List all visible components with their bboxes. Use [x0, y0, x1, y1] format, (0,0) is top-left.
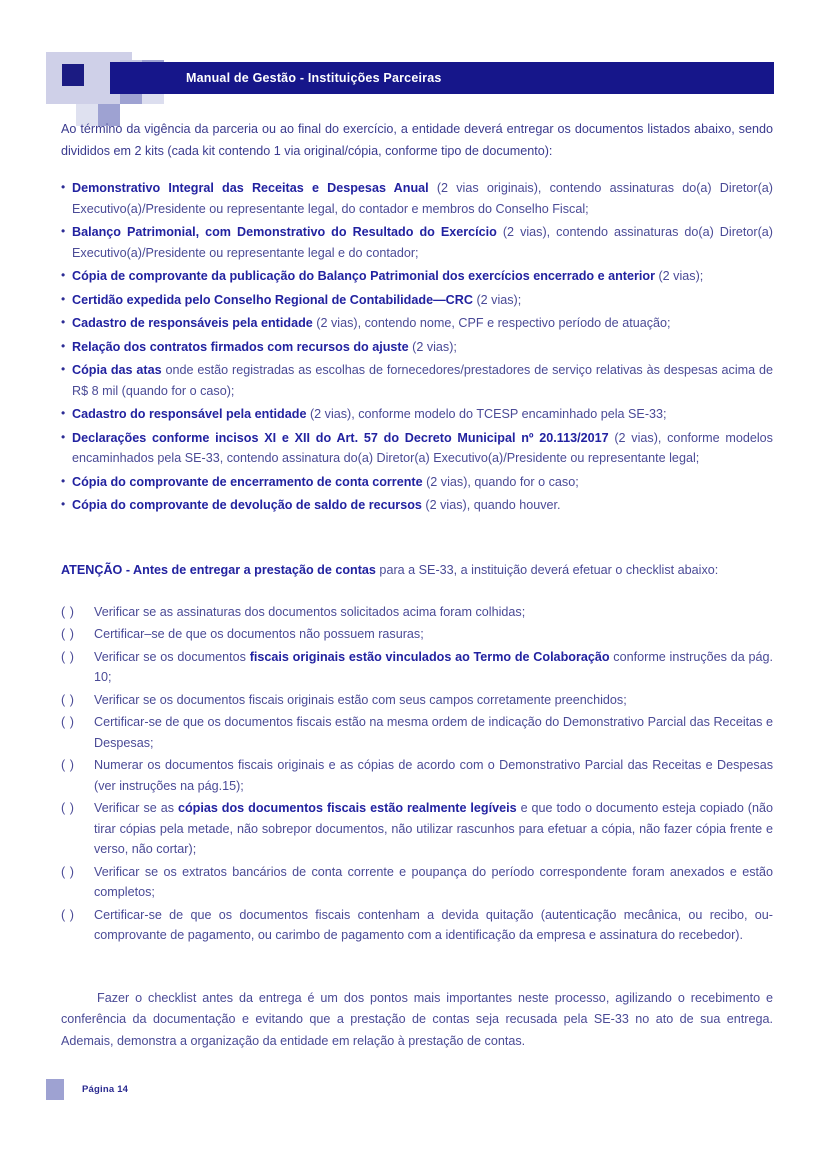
list-item: [61, 313, 773, 334]
list-item: [61, 360, 773, 401]
doc-title: Cadastro de responsáveis pela entidade: [72, 316, 313, 330]
list-item: [61, 266, 773, 287]
doc-detail: onde estão registradas as escolhas de fornecedores/prestadores de serviço relativas às despesas acima de R$ 8 mil (quando for o caso);: [72, 363, 773, 398]
checklist-text-pre: Verificar se as assinaturas dos documentos solicitados acima foram colhidas;: [94, 604, 526, 619]
header-title-text: Manual de Gestão - Instituições Parceiras: [186, 71, 442, 85]
list-item: [61, 472, 773, 493]
checklist-text-pre: Certificar-se de que os documentos fiscais estão na mesma ordem de indicação do Demonstrativo Parcial das Receitas e Despesas;: [94, 715, 773, 750]
doc-detail: (2 vias), contendo assinaturas do(a) Diretor(a) Executivo(a)/Presidente ou representante legal e do contador;: [72, 225, 773, 260]
doc-detail: (2 vias);: [654, 269, 704, 283]
doc-title: Relação dos contratos firmados com recursos do ajuste: [72, 339, 409, 354]
list-item: [61, 337, 773, 358]
checklist-text-bold: fiscais originais estão vinculados ao Termo de Colaboração: [249, 649, 610, 664]
list-item[interactable]: [61, 624, 773, 645]
checklist-text-pre: Verificar se os documentos fiscais originais estão com seus campos corretamente preenchidos;: [94, 692, 627, 707]
doc-title: Cópia de comprovante da publicação do Balanço Patrimonial dos exercícios encerrado e anterior: [72, 269, 655, 283]
checklist: [61, 602, 773, 946]
doc-title: Cópia do comprovante de devolução de saldo de recursos: [72, 498, 422, 512]
doc-detail: (2 vias);: [408, 339, 457, 354]
checklist-text-pre: Certificar–se de que os documentos não possuem rasuras;: [94, 627, 424, 641]
page-header: [46, 52, 774, 104]
header-title-bar: [110, 62, 774, 94]
checklist-text-post: e que todo o documento esteja copiado (não tirar cópias pela metade, não sobrepor documentos, não utilizar rascunhos para efetuar a cópia, não fazer cópia frente e verso, não cortar);: [94, 801, 773, 856]
checklist-text-post: conforme instruções da pág. 10;: [94, 649, 773, 684]
doc-title: Certidão expedida pelo Conselho Regional de Contabilidade—CRC: [72, 292, 473, 307]
doc-detail: (2 vias);: [472, 292, 522, 307]
page-footer: [46, 1079, 128, 1100]
doc-detail: (2 vias), quando for o caso;: [422, 474, 579, 489]
checklist-text-pre: Certificar-se de que os documentos fiscais contenham a devida quitação (autenticação mecânica, ou recibo, ou-comprovante de pagamento, ou carimbo de pagamento com a identificação da empresa e assinatura do recebedor).: [94, 907, 773, 942]
list-item[interactable]: [61, 905, 773, 946]
list-item[interactable]: [61, 755, 773, 796]
list-item[interactable]: [61, 690, 773, 711]
attention-paragraph: [61, 560, 773, 580]
list-item[interactable]: [61, 712, 773, 753]
list-item: [61, 404, 773, 425]
doc-title: Demonstrativo Integral das Receitas e Despesas Anual: [72, 181, 429, 195]
list-item[interactable]: [61, 602, 773, 623]
list-item[interactable]: [61, 647, 773, 688]
list-item: [61, 495, 773, 516]
closing-paragraph: Fazer o checklist antes da entrega é um dos pontos mais importantes neste processo, agilizando o recebimento e conferência da documentação e evitando que a prestação de contas seja recusada pela SE-33 no ato de sua entrega. Ademais, demonstra a organização da entidade em relação à prestação de contas.: [61, 990, 773, 1048]
decorative-square-navy: [62, 64, 84, 86]
list-item: [61, 428, 773, 469]
list-item: [61, 178, 773, 219]
document-content: [61, 118, 773, 1065]
page-number-label: Página 14: [82, 1084, 129, 1095]
doc-detail: (2 vias), quando houver.: [421, 498, 561, 512]
doc-detail: (2 vias), conforme modelo do TCESP encaminhado pela SE-33;: [306, 407, 667, 421]
doc-title: Cópia do comprovante de encerramento de conta corrente: [72, 474, 423, 489]
checklist-text-pre: Verificar se os documentos: [94, 649, 250, 664]
checklist-text-pre: Numerar os documentos fiscais originais e as cópias de acordo com o Demonstrativo Parcial das Receitas e Despesas (ver instruções na pág.15);: [94, 758, 773, 793]
doc-title: Balanço Patrimonial, com Demonstrativo do Resultado do Exercício: [72, 225, 497, 239]
doc-title: Declarações conforme incisos XI e XII do Art. 57 do Decreto Municipal nº 20.113/2017: [72, 430, 609, 445]
list-item: [61, 222, 773, 263]
checklist-text-pre: Verificar se as: [94, 801, 178, 815]
list-item: [61, 290, 773, 311]
footer-marker-square: [46, 1079, 64, 1100]
checklist-text-pre: Verificar se os extratos bancários de conta corrente e poupança do período correspondente foram anexados e estão completos;: [94, 864, 773, 899]
doc-detail: (2 vias originais), contendo assinaturas do(a) Diretor(a) Executivo(a)/Presidente ou representante legal, do contador e membros do Conselho Fiscal;: [72, 181, 773, 216]
intro-paragraph: Ao término da vigência da parceria ou ao final do exercício, a entidade deverá entregar os documentos listados abaixo, sendo divididos em 2 kits (cada kit contendo 1 via original/cópia, conforme tipo de documento):: [61, 122, 773, 158]
doc-detail: (2 vias), contendo nome, CPF e respectivo período de atuação;: [312, 316, 671, 330]
doc-detail: (2 vias), conforme modelos encaminhados pela SE-33, contendo assinatura do(a) Diretor(a) Executivo(a)/Presidente ou representante legal;: [72, 430, 773, 465]
list-item[interactable]: [61, 798, 773, 860]
list-item[interactable]: [61, 862, 773, 903]
attention-text: para a SE-33, a instituição deverá efetuar o checklist abaixo:: [375, 562, 719, 577]
checklist-text-bold: cópias dos documentos fiscais estão realmente legíveis: [177, 801, 517, 815]
required-documents-list: [61, 178, 773, 516]
attention-label: ATENÇÃO - Antes de entregar a prestação de contas: [61, 562, 376, 577]
doc-title: Cópia das atas: [72, 363, 162, 377]
doc-title: Cadastro do responsável pela entidade: [72, 407, 307, 421]
